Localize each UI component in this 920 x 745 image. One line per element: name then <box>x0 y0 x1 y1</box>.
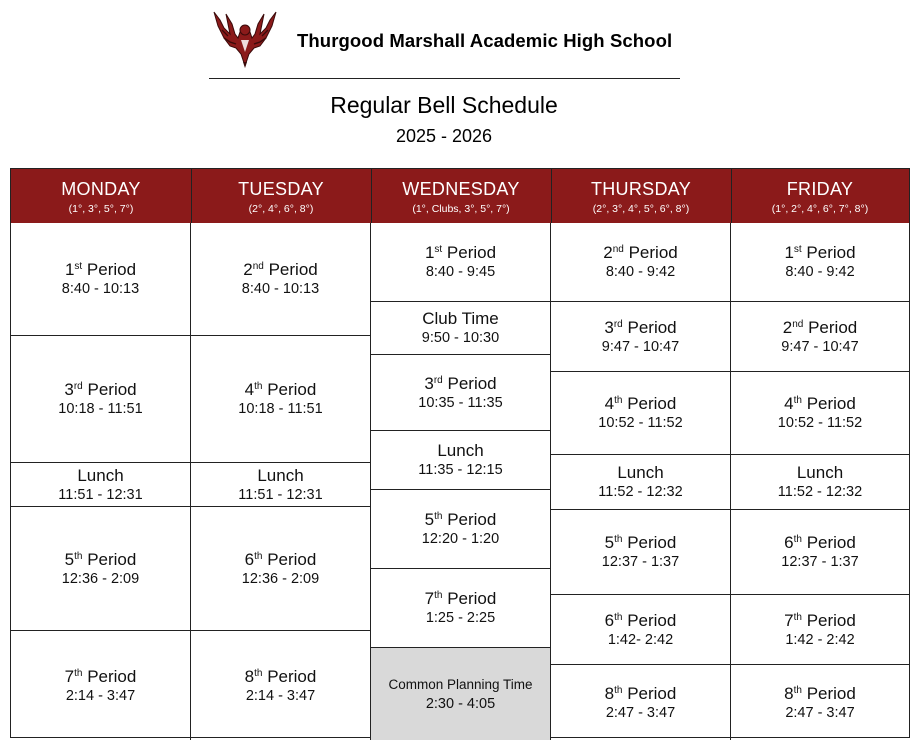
period-number: 7 <box>64 666 75 686</box>
period-ordinal-suffix: rd <box>73 381 83 392</box>
slot-name <box>437 441 483 461</box>
slot-name <box>65 550 137 570</box>
period-number: 5 <box>64 549 75 569</box>
slot-time: 2:14 - 3:47 <box>65 687 136 704</box>
slot-label: Period <box>86 260 137 279</box>
schedule-slot-wednesday <box>371 355 551 431</box>
period-number: 1 <box>424 243 435 262</box>
period-ordinal-suffix: th <box>74 550 83 562</box>
slot-label: Period <box>447 373 497 393</box>
slot-name <box>65 260 136 280</box>
slot-time: 11:35 - 12:15 <box>418 462 503 478</box>
period-ordinal-suffix: th <box>254 550 263 562</box>
period-ordinal-suffix: th <box>614 684 623 696</box>
header-divider-line <box>731 169 732 223</box>
schedule-slot-thursday <box>551 595 731 665</box>
day-header-wednesday <box>371 169 551 223</box>
period-ordinal-suffix: th <box>614 395 623 406</box>
period-ordinal-suffix: th <box>254 667 263 679</box>
slot-label: Period <box>267 549 317 569</box>
period-ordinal-suffix: rd <box>433 374 443 386</box>
slot-time: 12:36 - 2:09 <box>61 570 140 587</box>
schedule-slot-friday <box>731 455 909 510</box>
slot-time: 1:25 - 2:25 <box>425 610 496 626</box>
slot-label: Common Planning Time <box>388 677 533 692</box>
slot-label: Period <box>267 380 317 399</box>
period-ordinal-suffix: rd <box>613 318 623 330</box>
slot-name <box>784 243 855 263</box>
slot-label: Lunch <box>257 465 304 485</box>
slot-time: 10:52 - 11:52 <box>598 415 683 431</box>
slot-name <box>784 533 856 553</box>
slot-label: Period <box>627 317 677 337</box>
period-ordinal-suffix: nd <box>792 318 804 330</box>
slot-name <box>605 533 677 553</box>
period-number: 2 <box>243 260 253 279</box>
slot-name <box>425 589 497 609</box>
school-year: 2025 - 2026 <box>395 126 493 146</box>
slot-name <box>388 675 532 695</box>
day-name: TUESDAY <box>238 179 324 199</box>
slot-time: 8:40 - 9:42 <box>785 264 855 280</box>
period-number: 3 <box>424 373 434 393</box>
slot-time: 12:37 - 1:37 <box>601 554 680 570</box>
slot-label: Period <box>627 533 677 552</box>
slot-name <box>245 550 317 570</box>
slot-label: Period <box>628 243 678 262</box>
eagle-logo-icon <box>210 8 280 70</box>
period-number: 2 <box>782 317 793 337</box>
slot-label: Period <box>447 510 497 529</box>
page-header <box>0 0 920 170</box>
period-ordinal-suffix: nd <box>252 261 264 272</box>
day-header-thursday <box>551 169 731 223</box>
period-number: 1 <box>784 243 794 262</box>
period-number: 4 <box>784 394 794 413</box>
slot-time: 11:52 - 12:32 <box>598 484 683 500</box>
schedule-slot-monday <box>11 223 191 336</box>
period-ordinal-suffix: th <box>793 534 802 545</box>
slot-label: Period <box>806 683 856 703</box>
period-ordinal-suffix: th <box>74 667 83 679</box>
day-name: THURSDAY <box>590 179 692 199</box>
schedule-slot-friday <box>731 223 909 302</box>
period-number: 8 <box>604 683 615 703</box>
slot-name <box>605 684 677 704</box>
period-number: 4 <box>604 394 615 413</box>
slot-name <box>64 380 136 400</box>
period-ordinal-suffix: th <box>793 611 802 623</box>
slot-label: Period <box>267 666 317 686</box>
slot-label: Period <box>806 610 856 630</box>
schedule-slot-friday <box>731 510 909 595</box>
schedule-slot-wednesday <box>371 569 551 648</box>
schedule-slot-wednesday <box>371 490 551 569</box>
day-periods: (1°, 2°, 4°, 6°, 7°, 8°) <box>771 203 869 215</box>
slot-name <box>245 667 317 687</box>
schedule-slot-friday <box>731 665 909 740</box>
slot-name <box>604 318 676 338</box>
school-name: Thurgood Marshall Academic High School <box>297 30 673 51</box>
slot-label: Period <box>447 589 497 608</box>
slot-label: Club Time <box>422 309 499 328</box>
slot-label: Period <box>87 380 137 399</box>
slot-label: Period <box>627 610 677 630</box>
slot-name <box>784 394 856 414</box>
period-number: 2 <box>603 243 613 262</box>
slot-time: 8:40 - 9:42 <box>605 264 676 280</box>
schedule-slot-tuesday <box>191 223 371 336</box>
day-name: MONDAY <box>61 179 141 199</box>
period-ordinal-suffix: th <box>793 395 802 406</box>
slot-name <box>77 466 123 486</box>
day-periods: (2°, 3°, 4°, 5°, 6°, 8°) <box>592 203 690 215</box>
slot-time: 2:47 - 3:47 <box>785 704 855 721</box>
day-header-monday <box>11 169 191 223</box>
slot-time: 9:47 - 10:47 <box>781 338 859 355</box>
period-number: 5 <box>424 510 435 529</box>
day-periods: (2°, 4°, 6°, 8°) <box>248 203 314 215</box>
slot-name <box>425 510 497 530</box>
slot-time: 2:30 - 4:05 <box>425 696 496 712</box>
slot-name <box>605 394 677 414</box>
slot-time: 1:42- 2:42 <box>607 631 674 648</box>
slot-label: Lunch <box>437 441 484 460</box>
slot-label: Period <box>806 243 856 262</box>
slot-time: 10:35 - 11:35 <box>418 394 503 411</box>
day-name: WEDNESDAY <box>402 179 520 199</box>
period-number: 7 <box>424 589 435 608</box>
period-ordinal-suffix: th <box>614 611 623 623</box>
period-number: 6 <box>244 549 255 569</box>
schedule-slot-friday <box>731 595 909 665</box>
header-divider-line <box>191 169 192 223</box>
slot-name <box>783 318 857 338</box>
day-name: FRIDAY <box>786 179 854 199</box>
period-ordinal-suffix: st <box>793 244 802 255</box>
day-header-friday <box>731 169 909 223</box>
schedule-slot-friday <box>731 372 909 455</box>
schedule-slot-monday <box>11 507 191 631</box>
period-number: 7 <box>784 610 794 630</box>
slot-name <box>425 243 496 263</box>
period-ordinal-suffix: th <box>434 590 443 601</box>
schedule-slot-tuesday <box>191 507 371 631</box>
slot-time: 8:40 - 10:13 <box>61 281 140 297</box>
slot-label: Period <box>87 549 137 569</box>
slot-name <box>784 611 856 631</box>
period-ordinal-suffix: th <box>614 534 623 545</box>
period-number: 8 <box>784 683 794 703</box>
slot-label: Lunch <box>617 463 664 482</box>
period-ordinal-suffix: th <box>434 511 443 522</box>
bell-schedule-table <box>10 168 910 738</box>
slot-name <box>797 463 843 483</box>
header-divider <box>209 78 680 79</box>
header-divider-line <box>551 169 552 223</box>
slot-label: Period <box>87 666 137 686</box>
slot-time: 12:36 - 2:09 <box>241 570 320 587</box>
period-number: 6 <box>784 533 794 552</box>
slot-label: Period <box>806 533 856 552</box>
schedule-slot-thursday <box>551 665 731 740</box>
schedule-slot-thursday <box>551 302 731 372</box>
slot-time: 10:18 - 11:51 <box>58 401 143 417</box>
slot-label: Period <box>268 260 318 279</box>
page-title: Regular Bell Schedule <box>330 92 558 118</box>
schedule-slot-monday <box>11 631 191 740</box>
period-number: 3 <box>604 317 614 337</box>
slot-time: 9:50 - 10:30 <box>421 330 500 346</box>
period-number: 6 <box>604 610 615 630</box>
slot-time: 1:42 - 2:42 <box>785 631 855 648</box>
slot-name <box>424 374 496 394</box>
schedule-slot-thursday <box>551 510 731 595</box>
header-divider-line <box>371 169 372 223</box>
day-header-tuesday <box>191 169 371 223</box>
schedule-slot-wednesday <box>371 431 551 490</box>
schedule-slot-friday <box>731 302 909 372</box>
slot-name <box>422 309 499 329</box>
period-number: 1 <box>64 260 75 279</box>
slot-time: 8:40 - 9:45 <box>425 264 496 280</box>
slot-time: 11:52 - 12:32 <box>777 484 863 500</box>
slot-time: 2:14 - 3:47 <box>245 687 316 704</box>
schedule-slot-thursday <box>551 223 731 302</box>
schedule-slot-monday <box>11 336 191 463</box>
period-number: 5 <box>604 533 615 552</box>
slot-time: 12:20 - 1:20 <box>421 531 500 547</box>
day-periods: (1°, Clubs, 3°, 5°, 7°) <box>412 203 510 215</box>
period-ordinal-suffix: st <box>74 261 83 272</box>
schedule-slot-tuesday <box>191 336 371 463</box>
slot-name <box>257 466 303 486</box>
slot-label: Lunch <box>77 465 124 485</box>
schedule-slot-wednesday <box>371 302 551 355</box>
slot-time: 12:37 - 1:37 <box>781 554 859 570</box>
period-ordinal-suffix: nd <box>612 244 624 255</box>
slot-name <box>605 611 677 631</box>
slot-label: Period <box>806 394 856 413</box>
slot-label: Period <box>627 394 677 413</box>
schedule-slot-tuesday <box>191 631 371 740</box>
slot-name <box>65 667 137 687</box>
schedule-slot-monday <box>11 463 191 507</box>
schedule-slot-thursday <box>551 372 731 455</box>
period-ordinal-suffix: th <box>254 381 263 392</box>
period-number: 3 <box>64 380 74 399</box>
period-ordinal-suffix: st <box>434 244 443 255</box>
slot-time: 10:18 - 11:51 <box>238 401 323 417</box>
slot-name <box>784 684 856 704</box>
slot-label: Period <box>808 317 858 337</box>
slot-name <box>245 380 317 400</box>
schedule-slot-tuesday <box>191 463 371 507</box>
slot-label: Period <box>627 683 677 703</box>
slot-name <box>243 260 317 280</box>
schedule-slot-wednesday <box>371 223 551 302</box>
slot-time: 11:51 - 12:31 <box>238 486 323 503</box>
slot-time: 10:52 - 11:52 <box>777 415 863 431</box>
slot-label: Period <box>446 243 497 262</box>
period-number: 8 <box>244 666 255 686</box>
period-number: 4 <box>244 380 255 399</box>
slot-time: 2:47 - 3:47 <box>605 704 676 721</box>
slot-name <box>617 463 663 483</box>
slot-label: Lunch <box>796 463 844 482</box>
period-ordinal-suffix: th <box>793 684 802 696</box>
slot-name <box>603 243 677 263</box>
schedule-slot-wednesday <box>371 648 551 740</box>
schedule-slot-thursday <box>551 455 731 510</box>
day-periods: (1°, 3°, 5°, 7°) <box>68 203 134 215</box>
slot-time: 8:40 - 10:13 <box>241 281 320 297</box>
slot-time: 9:47 - 10:47 <box>601 338 680 355</box>
slot-time: 11:51 - 12:31 <box>58 486 143 503</box>
